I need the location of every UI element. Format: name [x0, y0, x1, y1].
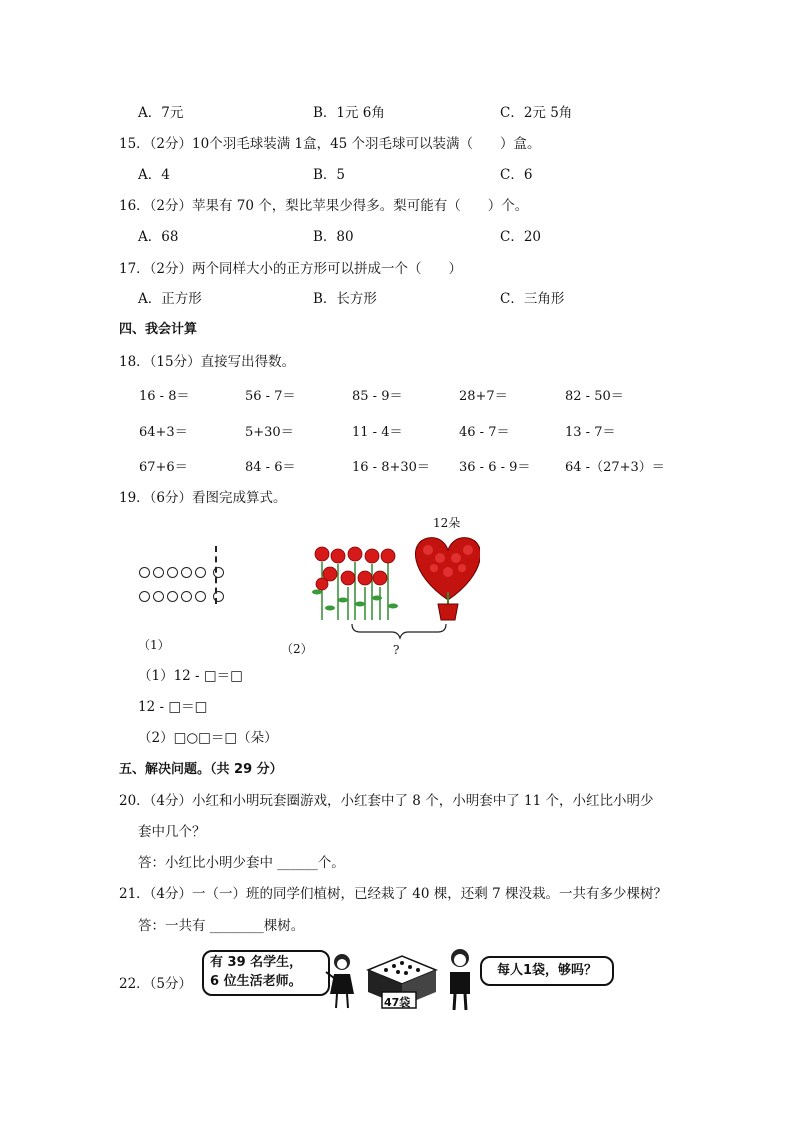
q19-figure-1-label: （1） — [138, 638, 170, 652]
q22-illustration — [200, 946, 624, 1016]
q14-option-b: B．1元 6角 — [313, 105, 385, 121]
q15-stem: 15．（2分）10个羽毛球装满 1盒，45 个羽毛球可以装满（ ）盒。 — [119, 136, 541, 152]
calc-item: 46 - 7＝ — [459, 425, 510, 440]
circle-icon — [139, 591, 150, 602]
circle-icon — [153, 591, 164, 602]
q19-line-2-text: 12 - □＝□ — [138, 699, 208, 715]
q20-stem-line-2: 套中几个？ — [138, 824, 206, 840]
q16-stem: 16．（2分）苹果有 70 个，梨比苹果少得多。梨可能有（ ）个。 — [119, 198, 529, 214]
calc-item: 56 - 7＝ — [245, 389, 296, 404]
calc-item: 84 - 6＝ — [245, 460, 296, 475]
q19-line-1 — [138, 667, 243, 685]
circle-icon — [195, 591, 206, 602]
q19-stem: 19．（6分）看图完成算式。 — [119, 490, 287, 506]
calc-item: 85 - 9＝ — [352, 389, 403, 404]
q19-line-2 — [138, 698, 207, 716]
q14-option-c: C．2元 5角 — [500, 105, 573, 121]
calc-item: 16 - 8+30＝ — [352, 460, 430, 475]
q21-stem: 21．（4分）一（一）班的同学们植树，已经栽了 40 棵，还剩 7 棵没栽。一共有多少棵树？ — [119, 886, 667, 902]
calc-item: 16 - 8＝ — [139, 389, 190, 404]
dashed-divider — [215, 546, 217, 604]
q17-option-a: A．正方形 — [138, 291, 202, 307]
q20-answer-line: 答：小红比小明少套中 ______个。 — [138, 855, 345, 871]
q19-question-mark: ? — [393, 643, 400, 657]
q15-option-a: A．4 — [138, 167, 170, 183]
q22-box-label: 47袋 — [384, 996, 411, 1009]
q16-option-a: A．68 — [138, 229, 179, 245]
q19-line-1-text: （1）12 - □＝□ — [138, 668, 243, 684]
circle-icon — [167, 591, 178, 602]
q21-answer-line: 答：一共有 ________棵树。 — [138, 918, 305, 934]
circle-row-2 — [139, 586, 227, 605]
q19-figure-2-flowers — [300, 512, 480, 662]
q17-stem: 17．（2分）两个同样大小的正方形可以拼成一个（ ） — [119, 261, 463, 277]
calc-item: 11 - 4＝ — [352, 425, 403, 440]
circle-icon — [153, 567, 164, 578]
q16-option-c: C．20 — [500, 229, 542, 245]
circle-icon — [139, 567, 150, 578]
q19-flower-count-label: 12朵 — [433, 516, 461, 530]
q18-stem: 18．（15分）直接写出得数。 — [119, 354, 296, 370]
q19-figure-2-label: （2） — [281, 642, 313, 656]
q14-option-a: A．7元 — [138, 105, 184, 121]
q20-stem-line-1: 20．（4分）小红和小明玩套圈游戏，小红套中了 8 个，小明套中了 11 个，小红比小明少 — [119, 793, 654, 809]
circle-icon — [195, 567, 206, 578]
q22-bubble-1-line-1: 有 39 名学生， — [210, 955, 303, 970]
circle-row-1 — [139, 562, 227, 581]
calc-item: 64 -（27+3）＝ — [565, 460, 665, 475]
q22-stem: 22．（5分） — [119, 976, 193, 992]
circle-icon — [181, 567, 192, 578]
circle-icon — [181, 591, 192, 602]
brace-icon — [352, 624, 446, 638]
q22-bubble-1-line-2: 6 位生活老师。 — [210, 974, 302, 989]
circle-icon — [167, 567, 178, 578]
q19-line-3-text: （2）□○□＝□（朵） — [138, 730, 278, 746]
heart-bouquet-icon — [415, 538, 480, 620]
q22-speech-bubble-teacher: 每人1袋，够吗？ — [480, 956, 614, 986]
q17-option-c: C．三角形 — [500, 291, 565, 307]
calc-item: 64+3＝ — [139, 425, 188, 440]
calc-item: 13 - 7＝ — [565, 425, 616, 440]
calc-item: 67+6＝ — [139, 460, 188, 475]
q22-speech-bubble-girl — [202, 950, 330, 996]
girl-icon — [324, 950, 360, 1010]
calc-item: 28+7＝ — [459, 389, 508, 404]
q15-option-b: B．5 — [313, 167, 346, 183]
rose-bouquet-icon — [312, 547, 398, 620]
section-5-heading: 五、解决问题。（共 29 分） — [119, 762, 283, 777]
q16-option-b: B．80 — [313, 229, 354, 245]
q19-figure-1-circles — [139, 560, 239, 600]
calc-item: 82 - 50＝ — [565, 389, 624, 404]
teacher-icon — [442, 946, 478, 1012]
calc-item: 5+30＝ — [245, 425, 294, 440]
section-4-heading: 四、我会计算 — [119, 322, 198, 337]
q17-option-b: B．长方形 — [313, 291, 377, 307]
q15-option-c: C．6 — [500, 167, 533, 183]
q19-line-3 — [138, 729, 278, 747]
calc-item: 36 - 6 - 9＝ — [459, 460, 531, 475]
